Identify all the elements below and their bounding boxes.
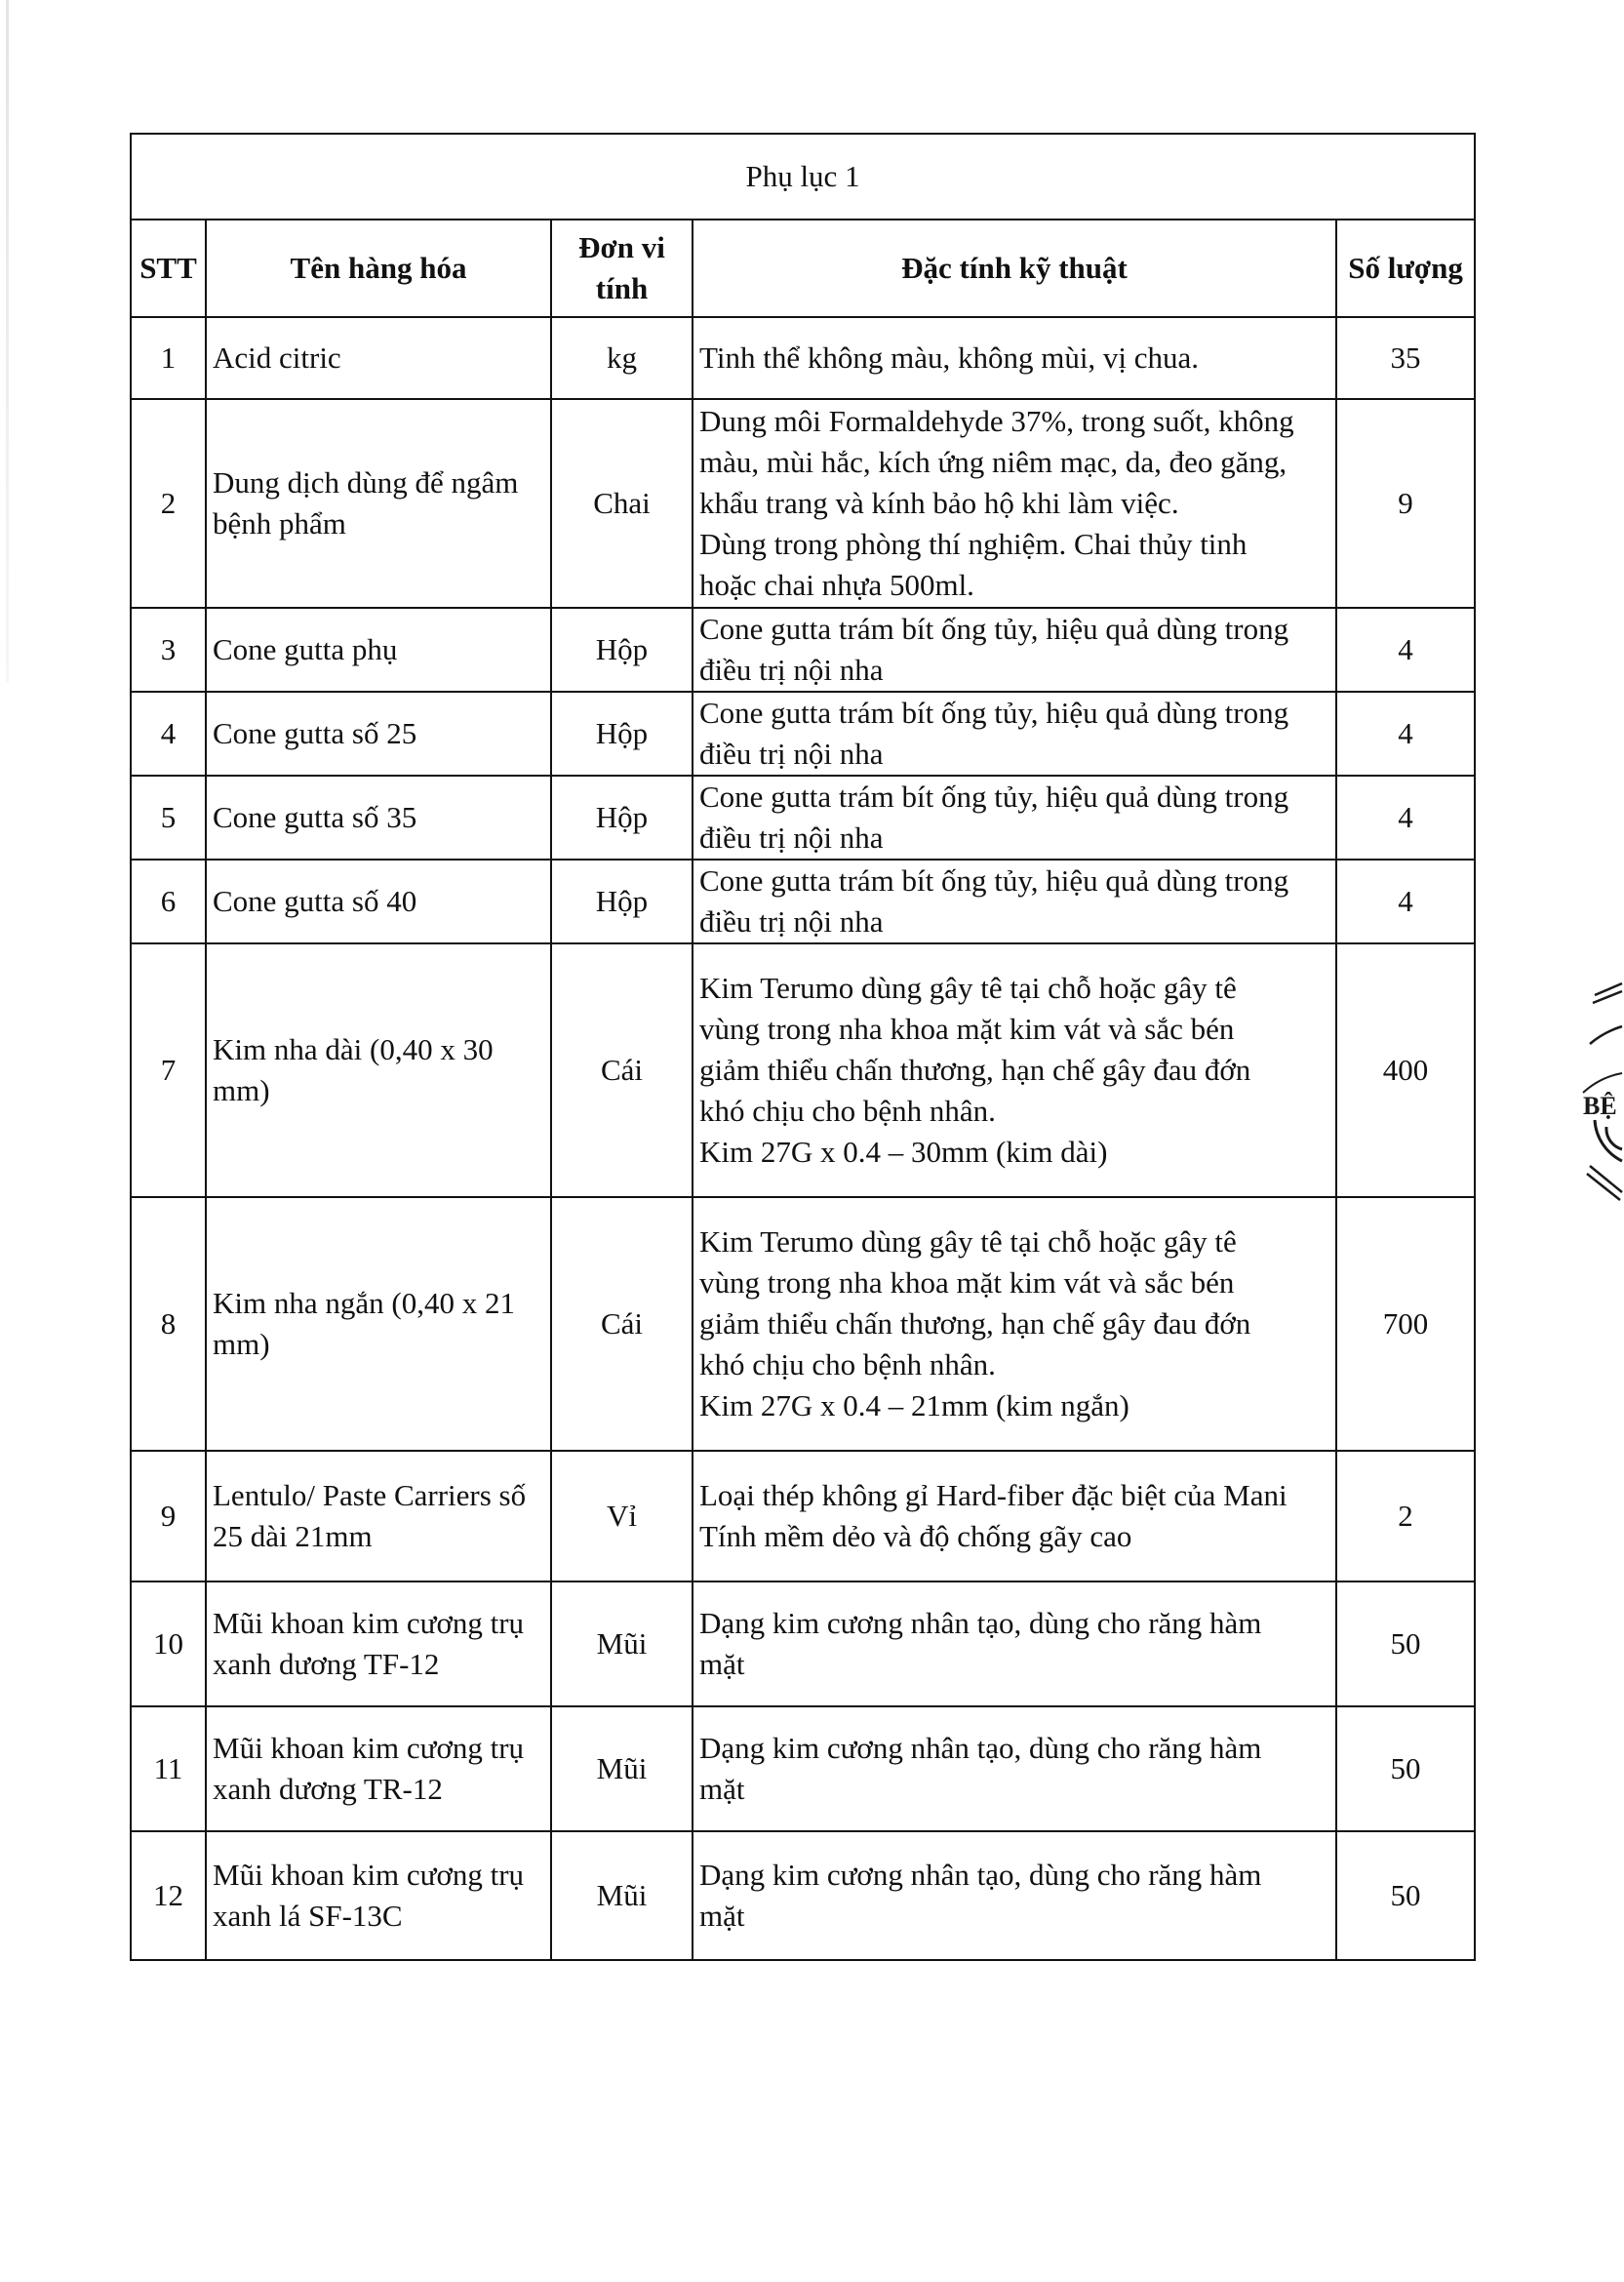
row-quantity: 700 [1336,1197,1475,1451]
row-quantity: 35 [1336,317,1475,399]
row-item-name: Mũi khoan kim cương trụ xanh dương TR-12 [206,1706,551,1831]
row-unit: kg [551,317,693,399]
row-stt: 4 [131,692,206,776]
row-item-name: Cone gutta số 25 [206,692,551,776]
row-stt: 8 [131,1197,206,1451]
row-stt: 1 [131,317,206,399]
row-item-name: Kim nha dài (0,40 x 30 mm) [206,943,551,1197]
row-quantity: 50 [1336,1706,1475,1831]
row-item-name: Mũi khoan kim cương trụ xanh lá SF-13C [206,1831,551,1960]
row-quantity: 2 [1336,1451,1475,1581]
row-unit: Hộp [551,860,693,943]
header-qty: Số lượng [1336,220,1475,317]
row-spec: Cone gutta trám bít ống tủy, hiệu quả dùng trong điều trị nội nha [693,776,1336,860]
row-item-name: Mũi khoan kim cương trụ xanh dương TF-12 [206,1581,551,1706]
row-spec: Dạng kim cương nhân tạo, dùng cho răng hàm mặt [693,1831,1336,1960]
row-item-name: Cone gutta số 35 [206,776,551,860]
row-spec: Dạng kim cương nhân tạo, dùng cho răng hàm mặt [693,1706,1336,1831]
table-row [131,317,1475,399]
row-item-name: Cone gutta số 40 [206,860,551,943]
row-spec: Kim Terumo dùng gây tê tại chỗ hoặc gây tê vùng trong nha khoa mặt kim vát và sắc bén giảm thiểu chấn thương, hạn chế gây đau đớn khó chịu cho bệnh nhân. Kim 27G x 0.4 – 30mm (kim dài) [693,943,1336,1197]
row-quantity: 4 [1336,692,1475,776]
header-name: Tên hàng hóa [206,220,551,317]
row-unit: Mũi [551,1706,693,1831]
row-unit: Vỉ [551,1451,693,1581]
row-unit: Hộp [551,776,693,860]
row-quantity: 400 [1336,943,1475,1197]
official-stamp-fragment [1536,976,1624,1200]
row-spec: Loại thép không gỉ Hard-fiber đặc biệt của Mani Tính mềm dẻo và độ chống gãy cao [693,1451,1336,1581]
header-stt: STT [131,220,206,317]
row-spec: Cone gutta trám bít ống tủy, hiệu quả dùng trong điều trị nội nha [693,608,1336,692]
row-item-name: Dung dịch dùng để ngâm bệnh phẩm [206,399,551,608]
row-spec: Kim Terumo dùng gây tê tại chỗ hoặc gây tê vùng trong nha khoa mặt kim vát và sắc bén giảm thiểu chấn thương, hạn chế gây đau đớn khó chịu cho bệnh nhân. Kim 27G x 0.4 – 21mm (kim ngắn) [693,1197,1336,1451]
table-row [131,860,1475,943]
table-row [131,1831,1475,1960]
row-spec: Cone gutta trám bít ống tủy, hiệu quả dùng trong điều trị nội nha [693,860,1336,943]
scan-edge [6,0,9,683]
header-spec: Đặc tính kỹ thuật [693,220,1336,317]
row-stt: 11 [131,1706,206,1831]
table-row [131,1706,1475,1831]
row-spec: Dung môi Formaldehyde 37%, trong suốt, không màu, mùi hắc, kích ứng niêm mạc, da, đeo găng, khẩu trang và kính bảo hộ khi làm việc. Dùng trong phòng thí nghiệm. Chai thủy tinh hoặc chai nhựa 500ml. [693,399,1336,608]
row-stt: 2 [131,399,206,608]
row-quantity: 50 [1336,1581,1475,1706]
row-unit: Hộp [551,608,693,692]
row-quantity: 4 [1336,608,1475,692]
row-quantity: 9 [1336,399,1475,608]
table-row [131,943,1475,1197]
table-row [131,1451,1475,1581]
table-row [131,399,1475,608]
table-row [131,692,1475,776]
table-row [131,1197,1475,1451]
row-unit: Cái [551,1197,693,1451]
header-row [131,220,1475,317]
row-stt: 9 [131,1451,206,1581]
row-unit: Mũi [551,1581,693,1706]
row-item-name: Lentulo/ Paste Carriers số 25 dài 21mm [206,1451,551,1581]
appendix-table [130,133,1476,1961]
appendix-title: Phụ lục 1 [131,134,1475,220]
row-stt: 6 [131,860,206,943]
row-item-name: Cone gutta phụ [206,608,551,692]
row-unit: Chai [551,399,693,608]
table-row [131,1581,1475,1706]
row-item-name: Acid citric [206,317,551,399]
row-quantity: 4 [1336,860,1475,943]
title-row [131,134,1475,220]
row-unit: Cái [551,943,693,1197]
row-stt: 10 [131,1581,206,1706]
row-quantity: 50 [1336,1831,1475,1960]
row-stt: 3 [131,608,206,692]
row-item-name: Kim nha ngắn (0,40 x 21 mm) [206,1197,551,1451]
row-spec: Tinh thể không màu, không mùi, vị chua. [693,317,1336,399]
row-stt: 5 [131,776,206,860]
row-stt: 7 [131,943,206,1197]
table-row [131,608,1475,692]
row-unit: Hộp [551,692,693,776]
row-quantity: 4 [1336,776,1475,860]
row-spec: Dạng kim cương nhân tạo, dùng cho răng hàm mặt [693,1581,1336,1706]
row-unit: Mũi [551,1831,693,1960]
stamp-partial-text: BỆ [1583,1092,1617,1120]
row-spec: Cone gutta trám bít ống tủy, hiệu quả dùng trong điều trị nội nha [693,692,1336,776]
table-row [131,776,1475,860]
row-stt: 12 [131,1831,206,1960]
header-unit: Đơn vi tính [551,220,693,317]
